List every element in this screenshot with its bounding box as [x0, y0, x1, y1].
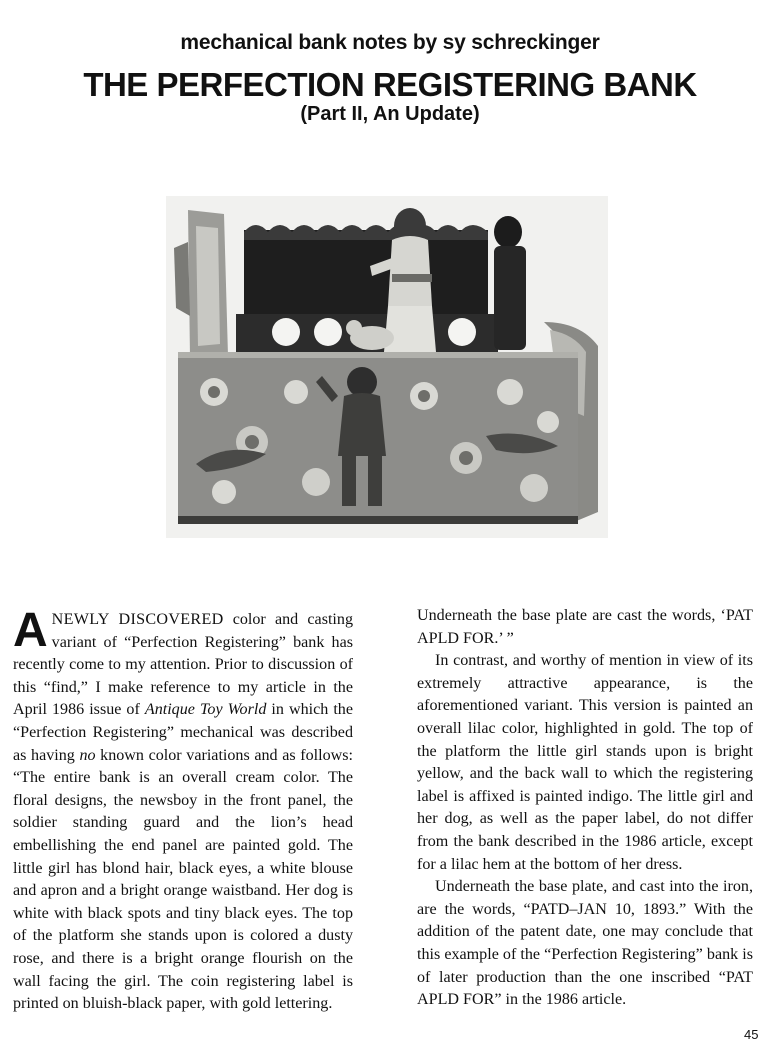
- paragraph-text: in which the “Perfection Registering” mechanical was described as having: [13, 701, 353, 764]
- paragraph-text: known color variations and as follows: “The entire bank is an overall cream color. The floral designs, the newsboy in the front panel, the soldier standing guard and the lion’s head embellishing the end panel are painted gold. The little girl has blond hair, black eyes, a white blouse and apron and a bright orange waistband. Her dog is white with black spots and tiny black eyes. The top of the platform she stands upon is colored a dusty rose, and there is a bright orange flourish on the wall facing the girl. The coin registering label is printed on bluish-black paper, with gold lettering.: [13, 746, 353, 1013]
- article-column-left: [13, 604, 353, 1016]
- magazine-title: Antique Toy World: [144, 701, 267, 719]
- paragraph-1: [13, 604, 353, 1016]
- paragraph-2: In contrast, and worthy of mention in view of its extremely attractive appearance, is the aforementioned variant. This version is painted an overall lilac color, highlighted in gold. The top of the platform the little girl stands upon is bright yellow, and the back wall to which the registering label is affixed is painted indigo. The little girl and her dog, as well as the paper label, do not differ from the bank described in the 1986 article, except for a lilac hem at the bottom of her dress.: [417, 652, 753, 873]
- bank-photo: [166, 196, 608, 538]
- paragraph-1-continued: Underneath the base plate are cast the words, ‘PAT APLD FOR.’ ”: [417, 607, 753, 647]
- paragraph-text: color and casting variant of “Perfection Registering” bank has recently come to my attention. Prior to discussion of this “find,” I make reference to my article in the April 1986 issue of: [13, 611, 353, 719]
- bank-illustration: [166, 196, 608, 538]
- article-title: THE PERFECTION REGISTERING BANK: [83, 66, 697, 103]
- article-column-right: [417, 605, 753, 1012]
- page-number: 45: [744, 1027, 759, 1042]
- column-kicker: mechanical bank notes by sy schreckinger: [180, 31, 600, 54]
- article-subtitle: (Part II, An Update): [300, 103, 480, 125]
- paragraph-3: Underneath the base plate, and cast into the iron, are the words, “PATD–JAN 10, 1893.” With the addition of the patent date, one may conclude that this example of the “Perfection Registering” bank is of later production than the one inscribed “PAT APLD FOR” in the 1986 article.: [417, 878, 753, 1009]
- emphasis: no: [79, 746, 96, 764]
- lead-in: NEWLY DISCOVERED: [51, 611, 224, 628]
- drop-cap: A: [13, 604, 48, 657]
